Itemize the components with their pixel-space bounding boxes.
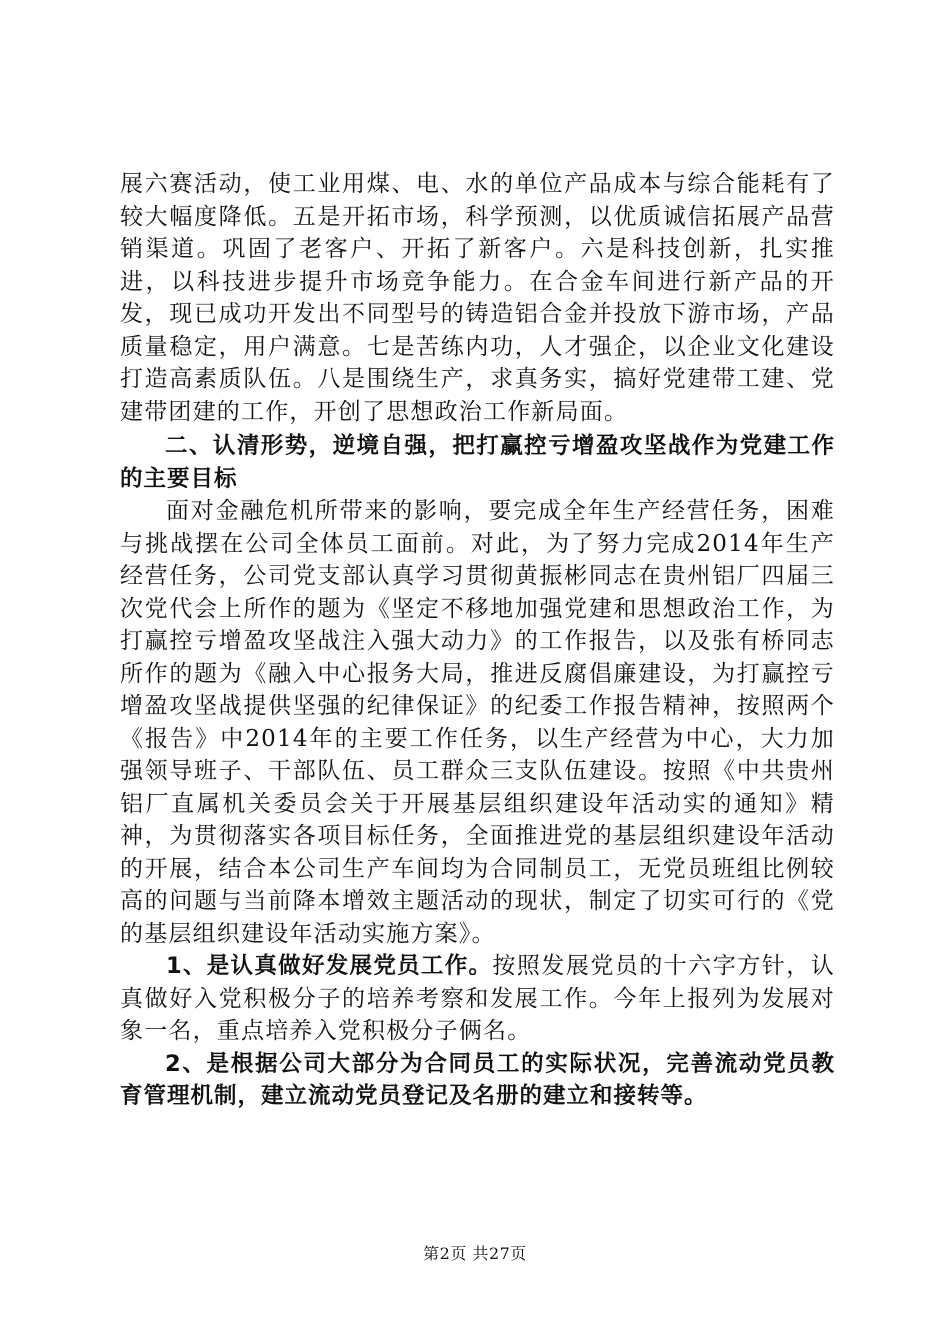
document-body — [120, 168, 835, 1113]
list-item-1 — [120, 950, 835, 1048]
page-footer: 第2页 共27页 — [423, 1244, 527, 1263]
paragraph-continuation: 展六赛活动，使工业用煤、电、水的单位产品成本与综合能耗有了较大幅度降低。五是开拓市场，科学预测，以优质诚信拓展产品营销渠道。巩固了老客户、开拓了新客户。六是科技创新，扎实推进，以科技进步提升市场竞争能力。在合金车间进行新产品的开发，现已成功开发出不同型号的铸造铝合金并投放下游市场，产品质量稳定，用户满意。七是苦练内功，人才强企，以企业文化建设打造高素质队伍。八是围绕生产，求真务实，搞好党建带工建、党建带团建的工作，开创了思想政治工作新局面。 — [120, 171, 835, 425]
section-heading: 二、认清形势，逆境自强，把打赢控亏增盈攻坚战作为党建工作的主要目标 — [120, 433, 835, 492]
list-item-1-title: 1、是认真做好发展党员工作。 — [166, 953, 493, 979]
list-item-2: 2、是根据公司大部分为合同员工的实际状况，完善流动党员教育管理机制，建立流动党员登记及名册的建立和接转等。 — [120, 1050, 835, 1109]
paragraph-body: 面对金融危机所带来的影响，要完成全年生产经营任务，困难与挑战摆在公司全体员工面前。对此，为了努力完成2014年生产经营任务，公司党支部认真学习贯彻黄振彬同志在贵州铝厂四届三次党代会上所作的题为《坚定不移地加强党建和思想政治工作，为打赢控亏增盈攻坚战注入强大动力》的工作报告，以及张有桥同志所作的题为《融入中心报务大局，推进反腐倡廉建设，为打赢控亏增盈攻坚战提供坚强的纪律保证》的纪委工作报告精神，按照两个《报告》中2014年的主要工作任务，以生产经营为中心，大力加强领导班子、干部队伍、员工群众三支队伍建设。按照《中共贵州铝厂直属机关委员会关于开展基层组织建设年活动实的通知》精神，为贯彻落实各项目标任务，全面推进党的基层组织建设年活动的开展，结合本公司生产车间均为合同制员工，无党员班组比例较高的问题与当前降本增效主题活动的现状，制定了切实可行的《党的基层组织建设年活动实施方案》。 — [120, 498, 835, 947]
list-item-1-text: 按照发展党员的十六字方针，认真做好入党积极分子的培养考察和发展工作。今年上报列为发展对象一名，重点培养入党积极分子俩名。 — [120, 953, 835, 1044]
